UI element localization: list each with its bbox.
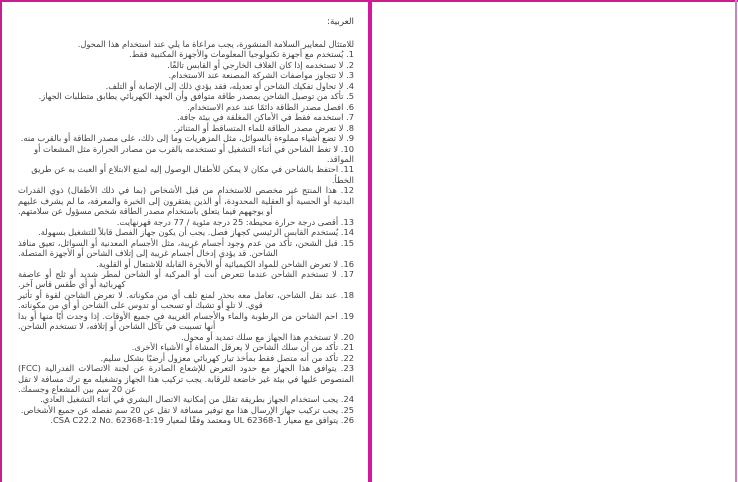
- instruction-item: 1. يُستخدم مع أجهزة تكنولوجيا المعلومات والأجهزة المكتبية فقط.: [129, 49, 354, 60]
- instruction-item: 6. افصل مصدر الطاقة دائمًا عند عدم الاستخدام.: [187, 101, 354, 112]
- instruction-item: 9. لا تضع أشياء مملوءة بالسوائل، مثل المزهريات وما إلى ذلك، على مصدر الطاقة أو بالقرب منه.: [20, 133, 354, 144]
- page-arabic-instructions: [2, 2, 368, 482]
- intro-paragraph: للامتثال لمعايير السلامة المنشورة، يجب مراعاة ما يلي عند استخدام هذا المحول.: [77, 39, 354, 49]
- safety-instructions-list: [18, 49, 354, 425]
- instruction-item: 12. هذا المنتج غير مخصص للاستخدام من قبل الأشخاص (بما في ذلك الأطفال) ذوي القدرات البدنية أو الحسية أو العقلية المحدودة، أو الذين يفتقرون إلى الخبرة والمعرفة، ما لم يشرف عليهم أو يوجههم فيما يتعلق باستخدام مصدر الطاقة شخص مسؤول عن سلامتهم.: [18, 185, 354, 217]
- page-divider-line: [368, 0, 372, 482]
- language-heading: العربية:: [326, 17, 354, 27]
- instruction-item: 21. تأكد من أن سلك الشاحن لا يعرقل المشاة أو الأشياء الأخرى.: [131, 342, 354, 353]
- instruction-item: 15. قبل الشحن، تأكد من عدم وجود أجسام غريبة، مثل الأجسام المعدنية أو السوائل، تعيق منافذ الشاحن. قد يؤدي إدخال أجسام غريبة إلى إتلاف الشاحن أو الأجهزة المتصلة.: [18, 237, 354, 259]
- instruction-item: 23. يتوافق هذا الجهاز مع حدود التعرض للإشعاع الصادرة عن لجنة الاتصالات الفدرالية (FCC) المنصوص عليها في بيئة غير خاضعة للرقابة. يجب تركيب هذا الجهاز وتشغيله مع ترك مسافة لا تقل عن 20 سم بين المشعاع وجسمك.: [18, 363, 354, 394]
- instruction-item: 11. احتفظ بالشاحن في مكان لا يمكن للأطفال الوصول إليه لمنع الابتلاع أو العبث به عن طريق الخطأ.: [31, 164, 354, 185]
- instruction-item: 18. عند نقل الشاحن، تعامل معه بحذر لمنع تلف أي من مكوناته. لا تعرض الشاحن لقوة أو تأثير قوي. لا تلوِ أو تشبك أو تسحب أو تدوس على الشاحن أو أي من مكوناته.: [18, 289, 354, 311]
- instruction-item: 16. لا تعرض الشاحن للمواد الكيميائية أو الأبخرة القابلة للاشتعال أو القلوية.: [96, 258, 354, 269]
- instruction-item: 26. يتوافق مع معيار UL 62368-1 ومعتمد وفقًا لمعيار CSA C22.2 No. 62368-1:19.: [50, 415, 354, 426]
- page-blank: [372, 2, 735, 482]
- instruction-item: 24. يجب استخدام الجهاز بطريقة تقلل من إمكانية الاتصال البشري في أثناء التشغيل العادي.: [40, 394, 354, 405]
- instruction-item: 14. يُستخدم القابس الرئيسي كجهاز فصل. يجب أن يكون جهاز الفصل قابلاً للتشغيل بسهولة.: [38, 227, 354, 238]
- instruction-item: 4. لا تحاول تفكيك الشاحن أو تعديله، فقد يؤدي ذلك إلى الإصابة أو التلف.: [105, 80, 354, 91]
- instruction-item: 20. لا تستخدم هذا الجهاز مع سلك تمديد أو محول.: [180, 331, 354, 342]
- instruction-item: 2. لا تستخدمه إذا كان الغلاف الخارجي أو القابس تالفًا.: [167, 59, 354, 70]
- instruction-item: 13. أقصى درجة حرارة محيطة: 25 درجة مئوية / 77 درجة فهرنهايت.: [116, 216, 354, 227]
- instruction-item: 8. لا تعرض مصدر الطاقة للماء المتساقط أو المتناثر.: [173, 122, 354, 133]
- instruction-item: 5. تأكد من توصيل الشاحن بمصدر طاقة متوافق وأن الجهد الكهربائي يطابق متطلبات الجهاز.: [38, 91, 354, 102]
- page-edge-right: [735, 0, 737, 482]
- instruction-item: 17. لا تستخدم الشاحن عندما تتعرض أنت أو المركبة أو الشاحن لمطر شديد أو ثلج أو عاصفة كهربائية أو أي طقس قاس آخر.: [18, 268, 354, 290]
- instruction-item: 25. يجب تركيب جهاز الإرسال هذا مع توفير مسافة لا تقل عن 20 سم تفصله عن جميع الأشخاص.: [20, 404, 354, 415]
- instruction-item: 3. لا تتجاوز مواصفات الشركة المصنعة عند الاستخدام.: [168, 70, 354, 81]
- instruction-item: 7. استخدمه فقط في الأماكن المغلقة في بيئة جافة.: [177, 112, 354, 123]
- instruction-item: 22. تأكد من أنه متصل فقط بمأخذ تيار كهربائي معزول أرضيًا بشكل سليم.: [100, 352, 354, 363]
- instruction-item: 10. لا تغط الشاحن في أثناء التشغيل أو تستخدمه بالقرب من مصادر الحرارة مثل المشعات أو المواقد.: [34, 143, 354, 164]
- instruction-item: 19. احم الشاحن من الرطوبة والماء والأجسام الغريبة في جميع الأوقات. إذا وجدت أيًا منها أو بدا أنها تسببت في تآكل الشاحن أو إتلافه، لا تستخدم الشاحن.: [18, 310, 354, 332]
- crop-line-left: [0, 0, 2, 482]
